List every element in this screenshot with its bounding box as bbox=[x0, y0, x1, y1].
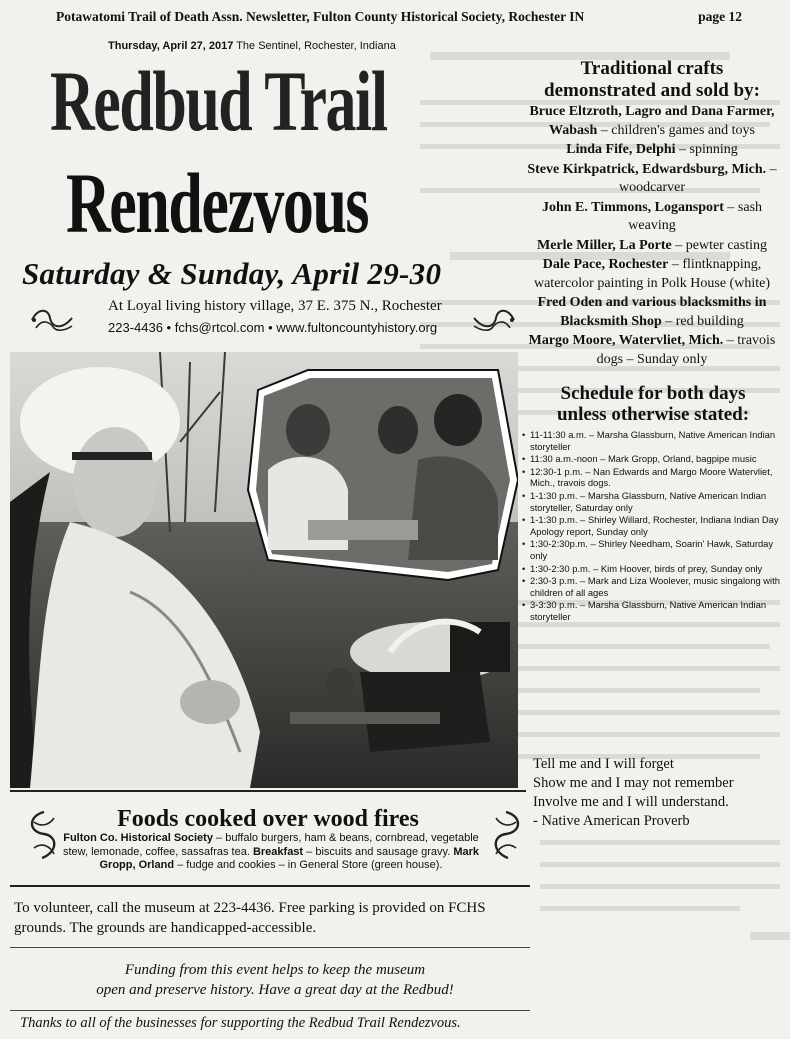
schedule-item: • 1-1:30 p.m. – Marsha Glassburn, Native American Indian storyteller, Saturday only bbox=[522, 490, 784, 513]
craft-item: Steve Kirkpatrick, Edwardsburg, Mich. – woodcarver bbox=[527, 161, 777, 195]
schedule-item: • 11-11:30 a.m. – Marsha Glassburn, Native American Indian storyteller bbox=[522, 429, 784, 452]
foods-title: Foods cooked over wood fires bbox=[117, 806, 419, 832]
schedule-item: • 1-1:30 p.m. – Shirley Willard, Rochester, Indiana Indian Day Apology report, Sunday only bbox=[522, 514, 784, 537]
divider bbox=[10, 885, 530, 887]
newsletter-masthead bbox=[10, 6, 780, 28]
funding-line: open and preserve history. Have a great day at the Redbud! bbox=[96, 982, 454, 998]
crafts-heading-line1: Traditional crafts bbox=[580, 58, 724, 79]
crafts-section bbox=[518, 58, 786, 369]
craft-item: Margo Moore, Watervliet, Mich. – travois dogs – Sunday only bbox=[528, 333, 776, 367]
divider bbox=[10, 947, 530, 948]
craft-item: Linda Fife, Delphi – spinning bbox=[566, 142, 738, 157]
craft-item: John E. Timmons, Logansport – sash weaving bbox=[541, 199, 763, 233]
divider bbox=[10, 1010, 530, 1011]
schedule-heading-line1: Schedule for both days bbox=[560, 383, 746, 404]
event-title-line2: Rendezvous bbox=[66, 155, 369, 251]
schedule-item: • 1:30-2:30 p.m. – Kim Hoover, birds of prey, Sunday only bbox=[522, 563, 784, 575]
flourish-right-icon bbox=[470, 304, 518, 334]
schedule-heading-line2: unless otherwise stated: bbox=[556, 404, 750, 425]
schedule-item: • 1:30-2:30p.m. – Shirley Needham, Soarin' Hawk, Saturday only bbox=[522, 538, 784, 561]
divider bbox=[10, 790, 526, 792]
crafts-heading-line2: demonstrated and sold by: bbox=[544, 80, 760, 101]
craft-item: Dale Pace, Rochester – flintknapping, watercolor painting in Polk House (white) bbox=[533, 257, 770, 291]
event-location: At Loyal living history village, 37 E. 375 N., Rochester bbox=[108, 298, 442, 314]
craft-item: Fred Oden and various blacksmiths in Blacksmith Shop – red building bbox=[537, 295, 767, 329]
schedule-item: • 11:30 a.m.-noon – Mark Gropp, Orland, bagpipe music bbox=[522, 453, 784, 465]
schedule-item: • 3-3:30 p.m. – Marsha Glassburn, Native American Indian storyteller bbox=[522, 599, 784, 622]
event-photo bbox=[10, 352, 518, 788]
funding-line: Funding from this event helps to keep the museum bbox=[124, 962, 426, 978]
schedule-item: • 12:30-1 p.m. – Nan Edwards and Margo Moore Watervliet, Mich., travois dogs. bbox=[522, 466, 784, 489]
craft-item: Bruce Eltzroth, Lagro and Dana Farmer, Wabash – children's games and toys bbox=[529, 104, 775, 138]
flourish-left-icon bbox=[28, 304, 76, 334]
proverb-line: Show me and I may not remember bbox=[533, 775, 734, 791]
foods-description: Fulton Co. Historical Society – buffalo burgers, ham & beans, cornbread, vegetable stew, lemonade, coffee, sassafras tea. Breakfast – biscuits and sausage gravy. Mark Gropp, Orland – fudge and cookies – in General Store (green house). bbox=[62, 832, 479, 871]
masthead-title: Potawatomi Trail of Death Assn. Newsletter, Fulton County Historical Society, Rochester IN bbox=[56, 9, 585, 24]
thanks-note: Thanks to all of the businesses for supporting the Redbud Trail Rendezvous. bbox=[20, 1015, 461, 1031]
event-date: Saturday & Sunday, April 29-30 bbox=[22, 256, 442, 291]
event-title-line1: Redbud Trail bbox=[50, 53, 387, 149]
funding-note bbox=[40, 960, 510, 1000]
schedule-section bbox=[522, 383, 784, 624]
dateline-date: Thursday, April 27, 2017 bbox=[108, 40, 234, 52]
event-contact: 223-4436 • fchs@rtcol.com • www.fultoncountyhistory.org bbox=[108, 320, 438, 335]
dateline-paper: The Sentinel, Rochester, Indiana bbox=[236, 40, 396, 52]
schedule-list bbox=[522, 429, 784, 623]
proverb-line: Tell me and I will forget bbox=[533, 756, 674, 772]
page-number: page 12 bbox=[698, 9, 742, 24]
proverb-attribution: - Native American Proverb bbox=[533, 813, 690, 829]
photo-collage bbox=[10, 352, 518, 788]
schedule-item: • 2:30-3 p.m. – Mark and Liza Woolever, music singalong with children of all ages bbox=[522, 575, 784, 598]
volunteer-info: To volunteer, call the museum at 223-4436. Free parking is provided on FCHS grounds. The grounds are handicapped-accessible. bbox=[14, 900, 486, 936]
proverb-block bbox=[533, 755, 783, 831]
dateline bbox=[108, 40, 396, 52]
proverb-line: Involve me and I will understand. bbox=[533, 794, 729, 810]
craft-item: Merle Miller, La Porte – pewter casting bbox=[537, 237, 767, 253]
